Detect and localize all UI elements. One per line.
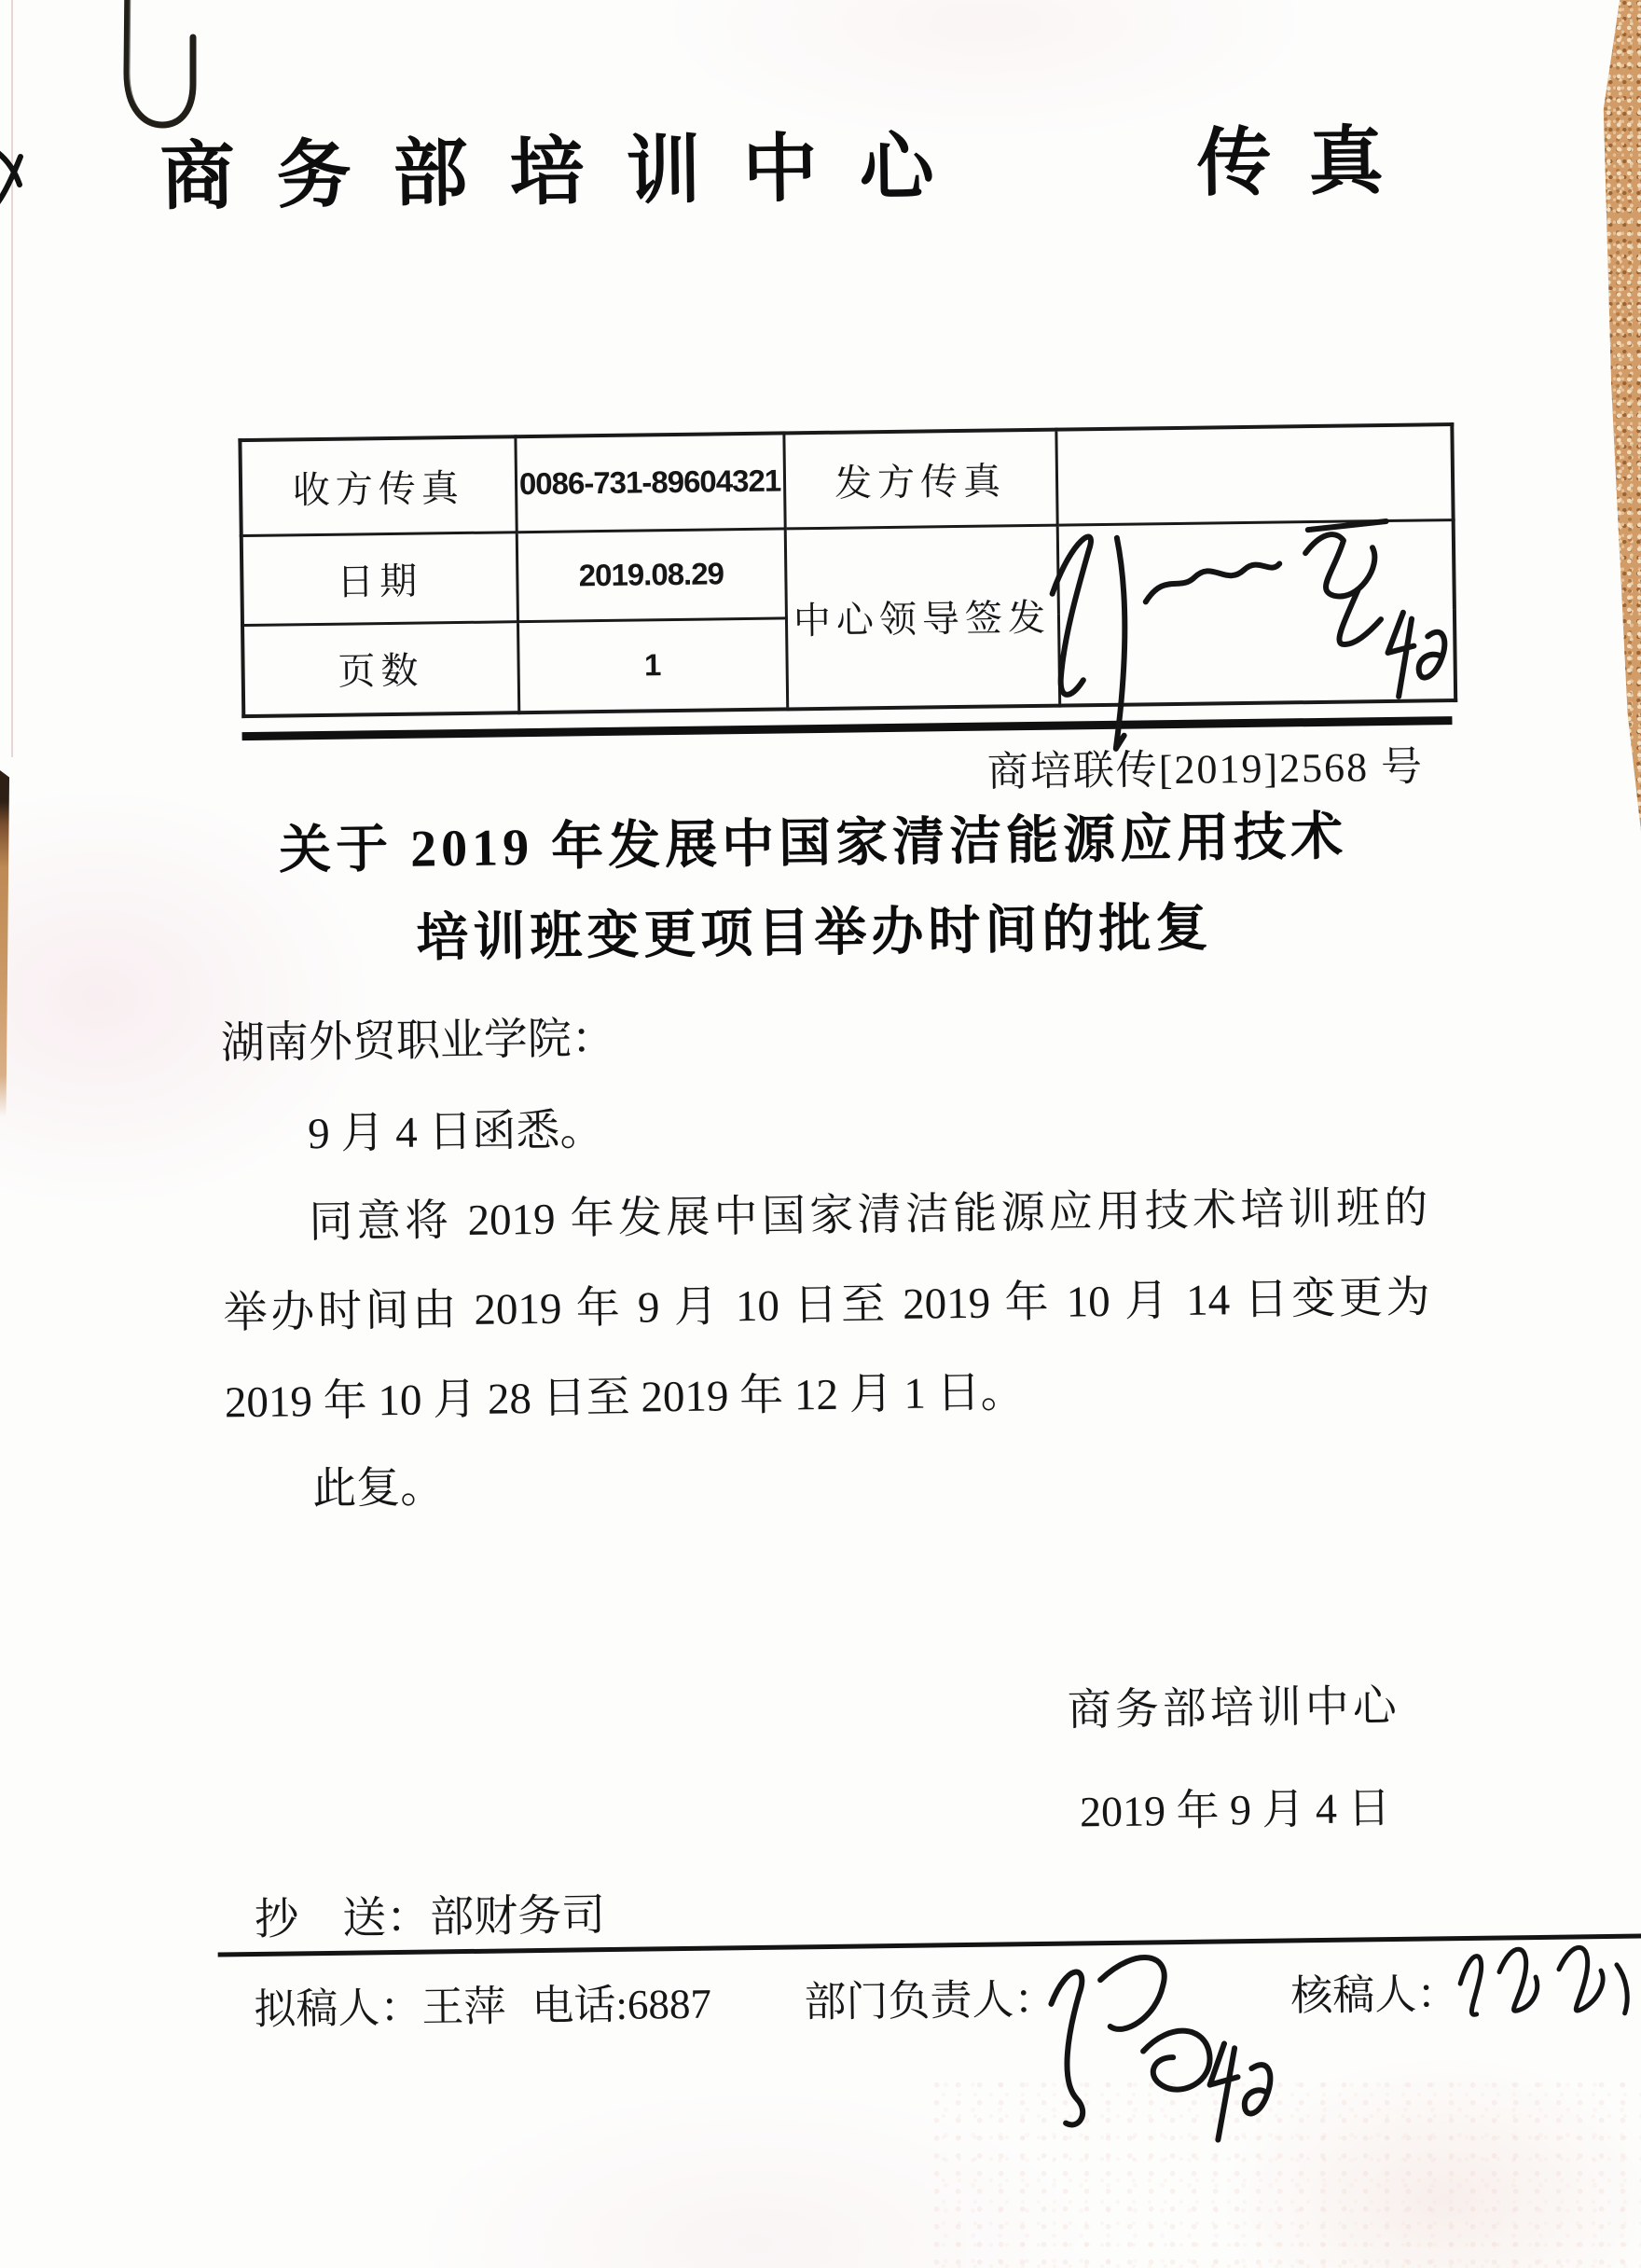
reviewer-signature bbox=[1442, 1922, 1641, 2044]
body-paragraph-3: 此复。 bbox=[311, 1463, 445, 1514]
body-paragraph-2-line2: 举办时间由 2019 年 9 月 10 日至 2019 年 10 月 14 日变更为 bbox=[223, 1273, 1430, 1338]
body-paragraph-2-line1: 同意将 2019 年发展中国家清洁能源应用技术培训班的 bbox=[309, 1183, 1428, 1248]
footer-reviewer-label: 核稿人： bbox=[1290, 1971, 1459, 2020]
pages-label: 页数 bbox=[242, 621, 518, 716]
date-value: 2019.08.29 bbox=[517, 528, 786, 621]
footer-phone: 电话:6887 bbox=[531, 1980, 712, 2030]
body-paragraph-1: 9 月 4 日函悉。 bbox=[307, 1106, 604, 1159]
document-title-line1: 关于 2019 年发展中国家清洁能源应用技术 bbox=[278, 808, 1348, 880]
document-number: 商培联传[2019]2568 号 bbox=[986, 743, 1425, 795]
document-title-line2: 培训班变更项目举办时间的批复 bbox=[416, 899, 1213, 968]
leader-signature bbox=[1025, 500, 1462, 771]
recv-fax-value: 0086-731-89604321 bbox=[515, 433, 784, 532]
body-paragraph-2-line3: 2019 年 10 月 28 日至 2019 年 12 月 1 日。 bbox=[224, 1368, 1025, 1428]
letterhead-doc-type: 传真 bbox=[1196, 120, 1422, 206]
letterhead-organization: 商务部培训中心 bbox=[159, 126, 977, 220]
recv-fax-label: 收方传真 bbox=[240, 436, 516, 535]
partial-handwriting-left-edge bbox=[0, 140, 26, 211]
cc-line: 抄 送：部财务司 bbox=[254, 1891, 606, 1945]
underlying-page-edge bbox=[11, 0, 13, 757]
leader-sign-label: 中心领导签发 bbox=[785, 525, 1060, 710]
send-fax-label: 发方传真 bbox=[783, 430, 1056, 529]
footer-dept-head-label: 部门负责人： bbox=[804, 1975, 1056, 2026]
footer-drafter: 拟稿人：王萍 bbox=[254, 1983, 506, 2034]
recipient: 湖南外贸职业学院： bbox=[220, 1014, 616, 1069]
date-label: 日期 bbox=[241, 532, 517, 625]
signoff-date: 2019 年 9 月 4 日 bbox=[1079, 1784, 1391, 1836]
pages-value: 1 bbox=[517, 617, 787, 712]
paper-clip-icon bbox=[117, 0, 207, 144]
fax-letterhead bbox=[159, 120, 1421, 219]
signoff-organization: 商务部培训中心 bbox=[1067, 1681, 1401, 1736]
dept-head-signature bbox=[1030, 1935, 1313, 2172]
